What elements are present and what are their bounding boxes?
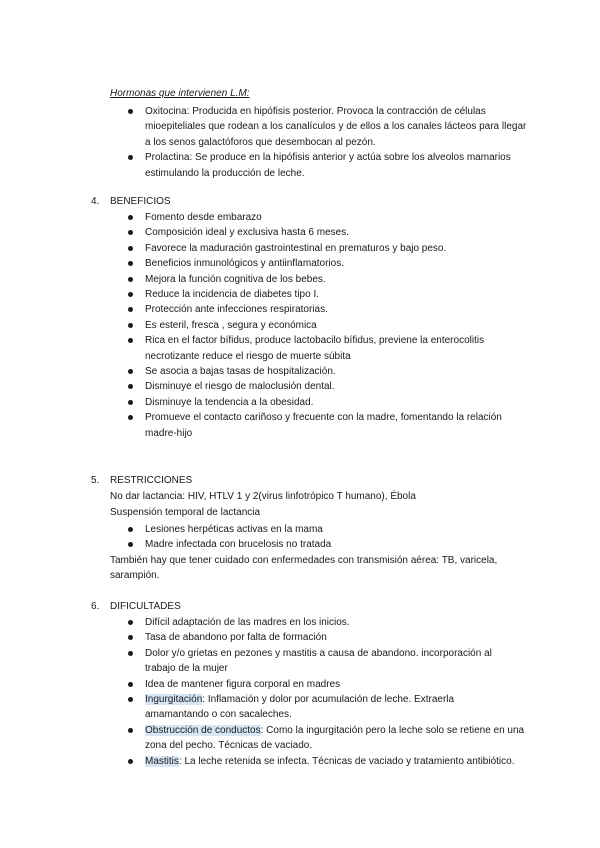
bullet-icon	[128, 261, 133, 266]
beneficios-item-8-cont: necrotizante reduce el riesgo de muerte súbita	[145, 350, 351, 362]
dificultades-item-1	[145, 631, 327, 644]
section-number: 5.	[91, 475, 100, 486]
item-text: Tasa de abandono por falta de formación	[145, 632, 327, 644]
hormonas-item-0-cont: a los senos galactóforos que desembocan al pezón.	[145, 136, 376, 148]
beneficios-item-11: Disminuye la tendencia a la obesidad.	[145, 396, 314, 408]
bullet-icon	[128, 292, 133, 297]
dificultades-item-4-cont: amamantando o con sacaleches.	[145, 709, 292, 721]
restricciones-note-cont: sarampión.	[110, 570, 160, 581]
bullet-icon	[128, 323, 133, 328]
beneficios-item-12-cont: madre-hijo	[145, 427, 193, 439]
beneficios-item-0: Fomento desde embarazo	[145, 212, 262, 223]
bullet-icon	[128, 384, 133, 389]
item-text: Idea de mantener figura corporal en madres	[145, 678, 341, 690]
dificultades-item-2-cont: trabajo de la mujer	[145, 663, 228, 675]
bullet-icon	[128, 415, 133, 420]
hormonas-item-1: Prolactina: Se produce en la hipófisis anterior y actúa sobre los alveolos mamarios	[145, 152, 511, 164]
bullet-icon	[128, 338, 133, 343]
restricciones-subheading: Suspensión temporal de lactancia	[110, 507, 261, 518]
dificultades-item-2	[145, 647, 492, 660]
beneficios-item-12: Promueve el contacto cariñoso y frecuente con la madre, fomentando la relación	[145, 412, 502, 424]
bullet-icon	[128, 651, 133, 656]
bullet-icon	[128, 527, 133, 532]
bullet-icon	[128, 759, 133, 764]
bullet-icon	[128, 109, 133, 114]
item-text: Dolor y/o grietas en pezones y mastitis a causa de abandono. incorporación al	[145, 647, 492, 659]
dificultades-item-6	[145, 755, 514, 768]
beneficios-item-6: Protección ante infecciones respiratorias.	[145, 304, 328, 316]
dificultades-item-3	[145, 678, 340, 691]
beneficios-item-5: Reduce la incidencia de diabetes tipo I.	[145, 289, 320, 300]
item-text: Difícil adaptación de las madres en los inicios.	[145, 617, 350, 628]
bullet-icon	[128, 246, 133, 251]
hormonas-item-0-cont: mioepiteliales que rodean a los canalículos y de ellos a los canales lácteos para llegar	[145, 121, 527, 133]
bullet-icon	[128, 635, 133, 640]
restricciones-item-1: Madre infectada con brucelosis no tratada	[145, 539, 332, 551]
beneficios-item-2: Favorece la maduración gastrointestinal en prematuros y bajo peso.	[145, 242, 447, 254]
section-title-dificultades: DIFICULTADES	[110, 601, 181, 612]
highlighted-term: Mastitis	[145, 755, 179, 767]
section-number: 6.	[91, 601, 100, 612]
item-text: : La leche retenida se infecta. Técnicas de vaciado y tratamiento antibiótico.	[178, 755, 515, 767]
beneficios-item-8: Rica en el factor bífidus, produce lactobacilo bífidus, previene la enterocolitis	[145, 335, 485, 347]
dificultades-item-5	[145, 724, 524, 737]
highlighted-term: Obstrucción de conductos	[145, 724, 261, 736]
section-number: 4.	[91, 196, 100, 207]
beneficios-item-7: Es esteril, fresca , segura y económica	[145, 319, 317, 331]
restricciones-line: No dar lactancia: HIV, HTLV 1 y 2(virus linfotrópico T humano), Ébola	[110, 491, 416, 502]
bullet-icon	[128, 215, 133, 220]
hormonas-item-1-cont: estimulando la producción de leche.	[145, 167, 305, 179]
restricciones-item-0: Lesiones herpéticas activas en la mama	[145, 524, 323, 535]
section-title-beneficios: BENEFICIOS	[110, 196, 171, 207]
restricciones-note: También hay que tener cuidado con enfermedades con transmisión aérea: TB, varicela,	[110, 555, 498, 566]
bullet-icon	[128, 307, 133, 312]
bullet-icon	[128, 620, 133, 625]
bullet-icon	[128, 230, 133, 235]
bullet-icon	[128, 682, 133, 687]
beneficios-item-4: Mejora la función cognitiva de los bebes.	[145, 273, 326, 285]
bullet-icon	[128, 155, 133, 160]
item-text: : Inflamación y dolor por acumulación de leche. Extraerla	[202, 694, 455, 705]
section-title-restricciones: RESTRICCIONES	[110, 475, 193, 486]
dificultades-item-4	[145, 693, 454, 706]
beneficios-item-10: Disminuye el riesgo de maloclusión dental.	[145, 381, 335, 393]
bullet-icon	[128, 400, 133, 405]
bullet-icon	[128, 542, 133, 547]
dificultades-item-0	[145, 616, 350, 629]
beneficios-item-9: Se asocia a bajas tasas de hospitalización.	[145, 366, 336, 377]
hormonas-item-0: Oxitocina: Producida en hipófisis posterior. Provoca la contracción de células	[145, 106, 486, 117]
bullet-icon	[128, 697, 133, 702]
beneficios-item-3: Beneficios inmunológicos y antiinflamatorios.	[145, 258, 344, 270]
beneficios-item-1: Composición ideal y exclusiva hasta 6 meses.	[145, 227, 349, 239]
dificultades-item-5-cont: zona del pecho. Técnicas de vaciado.	[145, 740, 313, 752]
bullet-icon	[128, 728, 133, 733]
bullet-icon	[128, 277, 133, 282]
bullet-icon	[128, 369, 133, 374]
highlighted-term: Ingurgitación	[145, 694, 203, 705]
item-text: : Como la ingurgitación pero la leche solo se retiene en una	[260, 724, 525, 736]
hormonas-heading: Hormonas que intervienen L.M:	[110, 88, 250, 99]
